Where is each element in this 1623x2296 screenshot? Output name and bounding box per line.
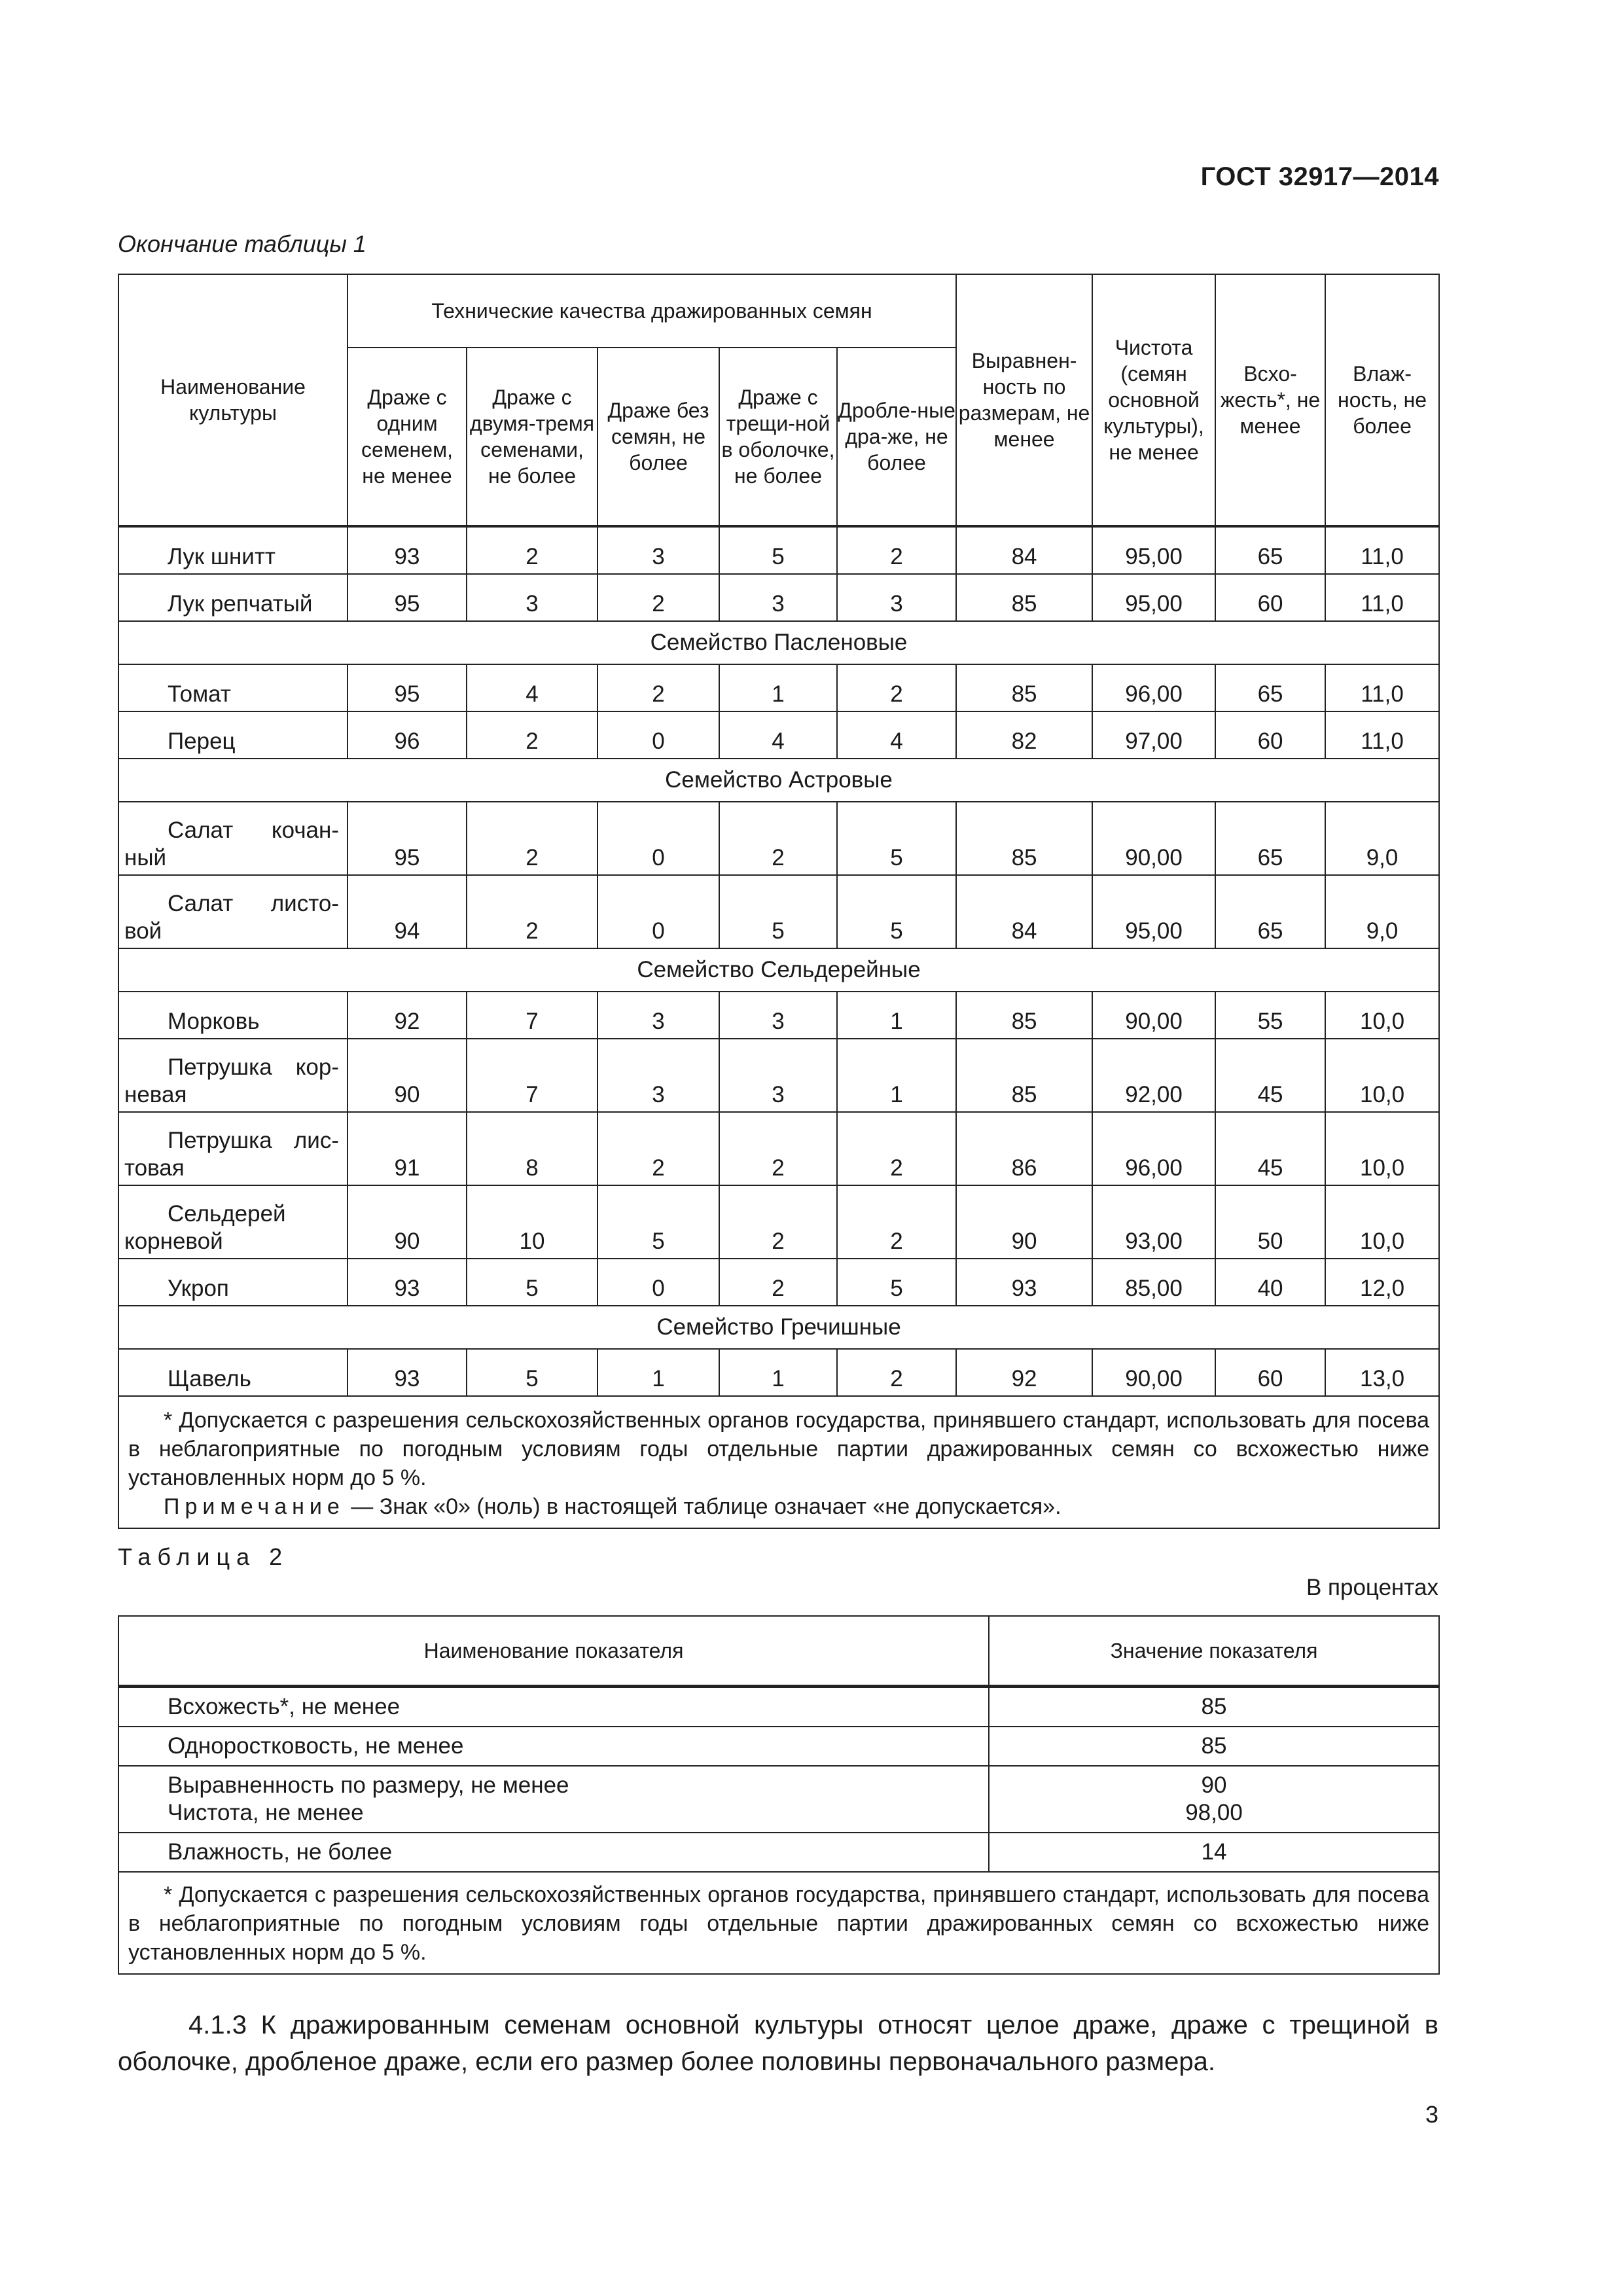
family-name: Семейство Пасленовые xyxy=(118,621,1439,664)
cell-value: 2 xyxy=(597,664,719,711)
cell-value: 65 xyxy=(1215,802,1325,875)
crop-name-line: Сельдерей xyxy=(168,1201,286,1227)
cell-value: 10,0 xyxy=(1325,1039,1439,1112)
table1-caption: Окончание таблицы 1 xyxy=(118,230,366,257)
cell-value: 94 xyxy=(348,875,467,948)
cell-value: 60 xyxy=(1215,574,1325,621)
cell-value: 93 xyxy=(348,526,467,574)
header-double: Драже с двумя-тремя семенами, не более xyxy=(467,348,597,526)
cell-value: 2 xyxy=(597,1112,719,1185)
header-germination: Всхо-жесть*, не менее xyxy=(1215,274,1325,526)
cell-value: 1 xyxy=(719,664,837,711)
cell-value: 4 xyxy=(837,711,956,759)
cell-value: 93 xyxy=(956,1259,1092,1306)
table-row xyxy=(118,1766,1439,1833)
crop-name: Томат xyxy=(118,664,348,711)
indicator-name-line: Чистота, не менее xyxy=(168,1800,364,1825)
cell-value: 10,0 xyxy=(1325,992,1439,1039)
header-tech-group: Технические качества дражированных семян xyxy=(348,274,956,348)
cell-value: 92,00 xyxy=(1092,1039,1215,1112)
indicator-name: Всхожесть*, не менее xyxy=(118,1687,989,1727)
family-name: Семейство Астровые xyxy=(118,759,1439,802)
cell-value: 3 xyxy=(467,574,597,621)
cell-value: 85 xyxy=(956,802,1092,875)
table2-caption: Таблица 2 xyxy=(118,1543,289,1570)
paragraph-line: оболочке, дробленое драже, если его размер более половины первоначального размера. xyxy=(118,2047,1215,2076)
cell-value: 85 xyxy=(956,664,1092,711)
crop-name: Перец xyxy=(118,711,348,759)
crop-name xyxy=(118,1112,348,1185)
cell-value: 95,00 xyxy=(1092,526,1215,574)
cell-value: 2 xyxy=(837,526,956,574)
indicator-value: 14 xyxy=(989,1833,1439,1872)
header-single: Драже с одним семенем, не менее xyxy=(348,348,467,526)
cell-value: 97,00 xyxy=(1092,711,1215,759)
table1-footnote-cell xyxy=(118,1396,1439,1528)
indicator-name xyxy=(118,1766,989,1833)
cell-value: 7 xyxy=(467,992,597,1039)
cell-value: 3 xyxy=(837,574,956,621)
cell-value: 95,00 xyxy=(1092,875,1215,948)
table-row xyxy=(118,1112,1439,1185)
cell-value: 7 xyxy=(467,1039,597,1112)
indicator-value-line: 98,00 xyxy=(1185,1800,1243,1825)
crop-name-line: Салат кочан- xyxy=(168,817,339,843)
table2-header-value: Значение показателя xyxy=(989,1616,1439,1687)
table-row xyxy=(118,1687,1439,1727)
cell-value: 12,0 xyxy=(1325,1259,1439,1306)
cell-value: 11,0 xyxy=(1325,574,1439,621)
table1-footnote: * Допускается с разрешения сельскохозяйственных органов государства, принявшего стандарт, использовать для посева в неблагоприятные по погодным условиям годы отдельные партии дражированных семян со всхожестью ниже установленных норм до 5 %. xyxy=(128,1408,1430,1490)
cell-value: 2 xyxy=(719,1112,837,1185)
table-row xyxy=(118,1833,1439,1872)
page-number: 3 xyxy=(1425,2101,1438,2128)
document-code: ГОСТ 32917—2014 xyxy=(1200,162,1439,191)
cell-value: 2 xyxy=(837,664,956,711)
cell-value: 65 xyxy=(1215,875,1325,948)
table2-footnote: * Допускается с разрешения сельскохозяйственных органов государства, принявшего стандарт, использовать для посева в неблагоприятные по погодным условиям годы отдельные партии дражированных семян со всхожестью ниже установленных норм до 5 %. xyxy=(128,1882,1429,1965)
cell-value: 96,00 xyxy=(1092,1112,1215,1185)
crop-name: Лук репчатый xyxy=(118,574,348,621)
cell-value: 5 xyxy=(719,526,837,574)
table2-unit: В процентах xyxy=(1306,1575,1438,1600)
table1-note xyxy=(128,1492,1429,1521)
indicator-name: Одноростковость, не менее xyxy=(118,1727,989,1766)
cell-value: 9,0 xyxy=(1325,802,1439,875)
cell-value: 2 xyxy=(719,802,837,875)
cell-value: 93 xyxy=(348,1259,467,1306)
cell-value: 11,0 xyxy=(1325,664,1439,711)
cell-value: 60 xyxy=(1215,1349,1325,1396)
cell-value: 3 xyxy=(719,574,837,621)
family-row xyxy=(118,948,1439,992)
cell-value: 85 xyxy=(956,574,1092,621)
crop-name: Морковь xyxy=(118,992,348,1039)
cell-value: 90,00 xyxy=(1092,1349,1215,1396)
cell-value: 1 xyxy=(837,992,956,1039)
cell-value: 2 xyxy=(719,1185,837,1259)
cell-value: 3 xyxy=(597,526,719,574)
paragraph-4-1-3 xyxy=(118,2007,1438,2080)
cell-value: 85 xyxy=(956,1039,1092,1112)
cell-value: 65 xyxy=(1215,526,1325,574)
cell-value: 5 xyxy=(467,1259,597,1306)
cell-value: 5 xyxy=(837,1259,956,1306)
cell-value: 2 xyxy=(837,1112,956,1185)
cell-value: 45 xyxy=(1215,1039,1325,1112)
cell-value: 2 xyxy=(467,875,597,948)
table-row xyxy=(118,875,1439,948)
header-crushed: Дробле-ные дра-же, не более xyxy=(837,348,956,526)
crop-name-line: корневой xyxy=(124,1229,223,1254)
cell-value: 11,0 xyxy=(1325,526,1439,574)
cell-value: 96,00 xyxy=(1092,664,1215,711)
cell-value: 95 xyxy=(348,802,467,875)
table-row xyxy=(118,1185,1439,1259)
crop-name-line: ный xyxy=(124,845,167,870)
indicator-name: Влажность, не более xyxy=(118,1833,989,1872)
cell-value: 93 xyxy=(348,1349,467,1396)
cell-value: 5 xyxy=(719,875,837,948)
cell-value: 91 xyxy=(348,1112,467,1185)
family-name: Семейство Гречишные xyxy=(118,1306,1439,1349)
cell-value: 1 xyxy=(837,1039,956,1112)
header-purity: Чистота (семян основной культуры), не менее xyxy=(1092,274,1215,526)
table-row xyxy=(118,1259,1439,1306)
indicator-value xyxy=(989,1766,1439,1833)
crop-name xyxy=(118,1185,348,1259)
cell-value: 95,00 xyxy=(1092,574,1215,621)
cell-value: 60 xyxy=(1215,711,1325,759)
table2-footnote-cell xyxy=(118,1872,1439,1974)
cell-value: 3 xyxy=(719,1039,837,1112)
cell-value: 92 xyxy=(348,992,467,1039)
cell-value: 3 xyxy=(719,992,837,1039)
indicator-value: 85 xyxy=(989,1687,1439,1727)
cell-value: 45 xyxy=(1215,1112,1325,1185)
cell-value: 2 xyxy=(837,1349,956,1396)
cell-value: 90 xyxy=(348,1039,467,1112)
cell-value: 3 xyxy=(597,992,719,1039)
cell-value: 85 xyxy=(956,992,1092,1039)
crop-name: Лук шнитт xyxy=(118,526,348,574)
cell-value: 2 xyxy=(837,1185,956,1259)
cell-value: 2 xyxy=(467,526,597,574)
crop-name xyxy=(118,802,348,875)
cell-value: 0 xyxy=(597,711,719,759)
crop-name xyxy=(118,875,348,948)
cell-value: 40 xyxy=(1215,1259,1325,1306)
cell-value: 2 xyxy=(467,802,597,875)
note-text: — Знак «0» (ноль) в настоящей таблице означает «не допускается». xyxy=(351,1494,1061,1519)
cell-value: 90,00 xyxy=(1092,992,1215,1039)
cell-value: 90,00 xyxy=(1092,802,1215,875)
cell-value: 4 xyxy=(467,664,597,711)
cell-value: 2 xyxy=(467,711,597,759)
table1 xyxy=(118,274,1440,1529)
table2 xyxy=(118,1615,1440,1975)
crop-name-line: вой xyxy=(124,918,162,944)
cell-value: 85,00 xyxy=(1092,1259,1215,1306)
indicator-value-line: 90 xyxy=(1201,1772,1227,1798)
cell-value: 0 xyxy=(597,802,719,875)
cell-value: 0 xyxy=(597,875,719,948)
crop-name: Укроп xyxy=(118,1259,348,1306)
cell-value: 4 xyxy=(719,711,837,759)
cell-value: 96 xyxy=(348,711,467,759)
cell-value: 2 xyxy=(597,574,719,621)
table-row xyxy=(118,992,1439,1039)
family-row xyxy=(118,621,1439,664)
cell-value: 84 xyxy=(956,526,1092,574)
table-row xyxy=(118,1727,1439,1766)
cell-value: 90 xyxy=(956,1185,1092,1259)
indicator-name-line: Выравненность по размеру, не менее xyxy=(168,1772,569,1798)
table1-body xyxy=(118,526,1439,1396)
indicator-value: 85 xyxy=(989,1727,1439,1766)
cell-value: 93,00 xyxy=(1092,1185,1215,1259)
header-moisture: Влаж-ность, не более xyxy=(1325,274,1439,526)
cell-value: 13,0 xyxy=(1325,1349,1439,1396)
table-row xyxy=(118,711,1439,759)
crop-name-line: Петрушка кор- xyxy=(168,1054,339,1080)
table-row xyxy=(118,574,1439,621)
cell-value: 11,0 xyxy=(1325,711,1439,759)
cell-value: 55 xyxy=(1215,992,1325,1039)
crop-name-line: Салат листо- xyxy=(168,891,339,916)
cell-value: 0 xyxy=(597,1259,719,1306)
cell-value: 95 xyxy=(348,574,467,621)
paragraph-line: 4.1.3 К дражированным семенам основной культуры относят целое драже, драже с трещиной в xyxy=(188,2011,1438,2039)
cell-value: 92 xyxy=(956,1349,1092,1396)
family-row xyxy=(118,759,1439,802)
table2-header-name: Наименование показателя xyxy=(118,1616,989,1687)
header-cracked: Драже с трещи-ной в оболочке, не более xyxy=(719,348,837,526)
family-row xyxy=(118,1306,1439,1349)
cell-value: 50 xyxy=(1215,1185,1325,1259)
cell-value: 82 xyxy=(956,711,1092,759)
table-row xyxy=(118,1349,1439,1396)
cell-value: 10,0 xyxy=(1325,1185,1439,1259)
crop-name xyxy=(118,1039,348,1112)
table-row xyxy=(118,526,1439,574)
table-row xyxy=(118,664,1439,711)
cell-value: 5 xyxy=(467,1349,597,1396)
cell-value: 10,0 xyxy=(1325,1112,1439,1185)
cell-value: 8 xyxy=(467,1112,597,1185)
crop-name-line: Петрушка лис- xyxy=(168,1128,339,1153)
crop-name-line: невая xyxy=(124,1082,187,1107)
cell-value: 5 xyxy=(597,1185,719,1259)
cell-value: 1 xyxy=(719,1349,837,1396)
cell-value: 86 xyxy=(956,1112,1092,1185)
cell-value: 5 xyxy=(837,875,956,948)
table-row xyxy=(118,1039,1439,1112)
cell-value: 3 xyxy=(597,1039,719,1112)
cell-value: 65 xyxy=(1215,664,1325,711)
cell-value: 95 xyxy=(348,664,467,711)
cell-value: 1 xyxy=(597,1349,719,1396)
cell-value: 2 xyxy=(719,1259,837,1306)
crop-name-line: товая xyxy=(124,1155,185,1181)
cell-value: 9,0 xyxy=(1325,875,1439,948)
table-row xyxy=(118,802,1439,875)
crop-name: Щавель xyxy=(118,1349,348,1396)
note-label: Примечание xyxy=(164,1494,345,1519)
family-name: Семейство Сельдерейные xyxy=(118,948,1439,992)
header-uniformity: Выравнен-ность по размерам, не менее xyxy=(956,274,1092,526)
cell-value: 5 xyxy=(837,802,956,875)
cell-value: 90 xyxy=(348,1185,467,1259)
header-empty: Драже без семян, не более xyxy=(597,348,719,526)
cell-value: 10 xyxy=(467,1185,597,1259)
header-crop: Наименование культуры xyxy=(118,274,348,526)
cell-value: 84 xyxy=(956,875,1092,948)
